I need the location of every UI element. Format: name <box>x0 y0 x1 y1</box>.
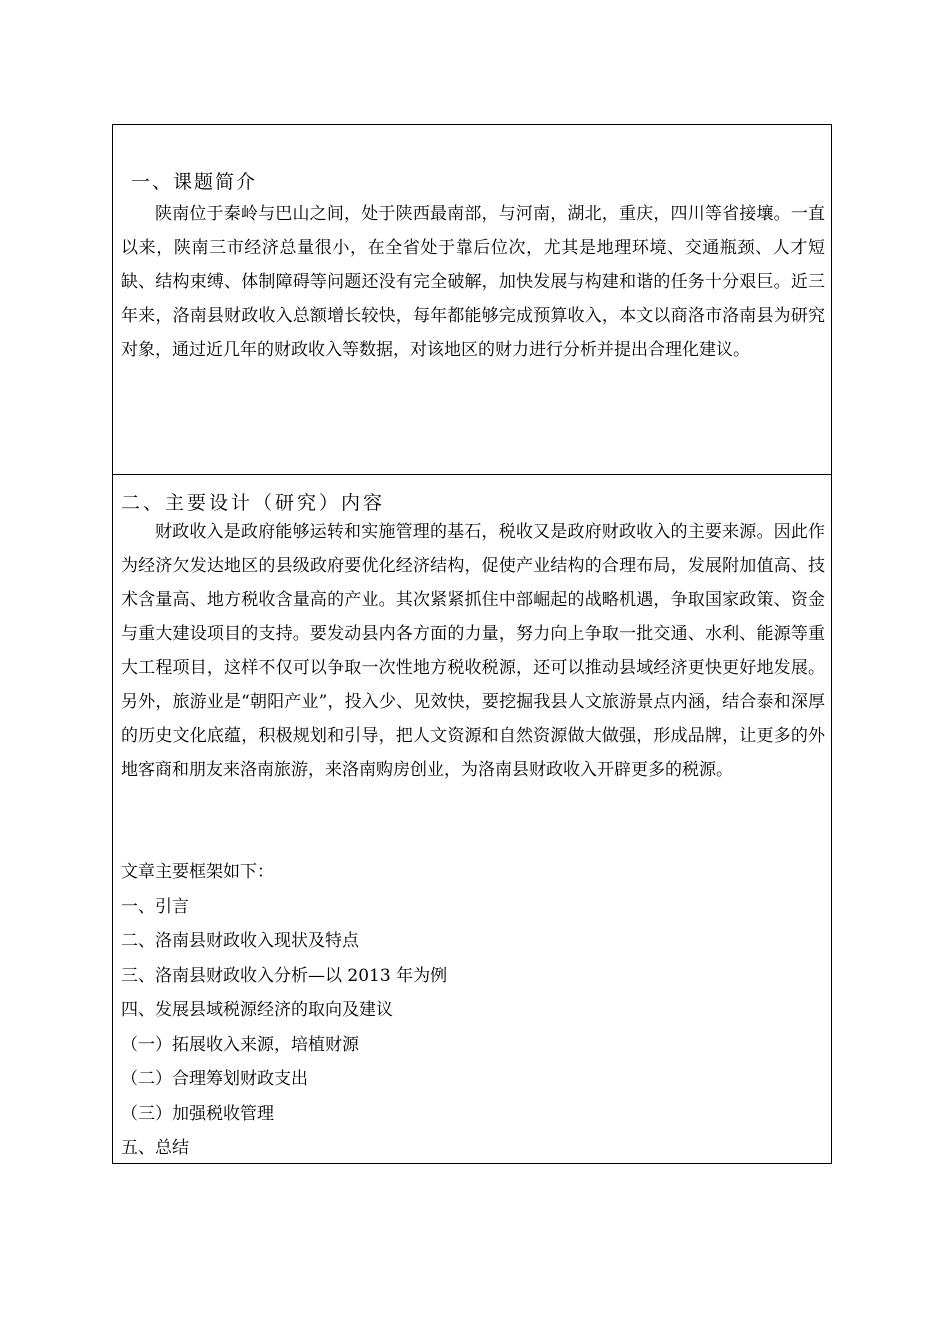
outline-item: 文章主要框架如下： <box>121 862 274 882</box>
topic-intro-paragraph: 陕南位于秦岭与巴山之间，处于陕西最南部，与河南，湖北，重庆，四川等省接壤。一直以来，陕南三市经济总量很小，在全省处于靠后位次，尤其是地理环境、交通瓶颈、人才短缺、结构束缚、体制障碍等问题还没有完全破解，加快发展与构建和谐的任务十分艰巨。近三年来，洛南县财政收入总额增长较快，每年都能够完成预算收入，本文以商洛市洛南县为研究对象，通过近几年的财政收入等数据，对该地区的财力进行分析并提出合理化建议。 <box>121 204 825 360</box>
form-table <box>112 124 832 1164</box>
outline-item: 二、洛南县财政收入现状及特点 <box>121 931 359 951</box>
section-topic-intro <box>113 125 831 475</box>
section-heading-topic-intro: 一、课题简介 <box>131 171 258 193</box>
outline-item: 三、洛南县财政收入分析—以 2013 年为例 <box>121 965 448 986</box>
outline-item: （三）加强税收管理 <box>121 1103 274 1124</box>
section-heading-main-content: 二、主要设计（研究）内容 <box>121 492 386 514</box>
outline-list <box>121 855 825 1166</box>
outline-item: （二）合理筹划财政支出 <box>121 1069 308 1089</box>
section-main-content <box>113 475 831 1163</box>
outline-item: （一）拓展收入来源，培植财源 <box>121 1034 359 1055</box>
outline-item: 一、引言 <box>121 896 189 917</box>
main-content-paragraph: 财政收入是政府能够运转和实施管理的基石，税收又是政府财政收入的主要来源。因此作为经济欠发达地区的县级政府要优化经济结构，促使产业结构的合理布局，发展附加值高、技术含量高、地方税收含量高的产业。其次紧紧抓住中部崛起的战略机遇，争取国家政策、资金与重大建设项目的支持。要发动县内各方面的力量，努力向上争取一批交通、水利、能源等重大工程项目，这样不仅可以争取一次性地方税收税源，还可以推动县域经济更快更好地发展。另外，旅游业是“朝阳产业”，投入少、见效快，要挖掘我县人文旅游景点内涵，结合泰和深厚的历史文化底蕴，积极规划和引导，把人文资源和自然资源做大做强，形成品牌，让更多的外地客商和朋友来洛南旅游，来洛南购房创业，为洛南县财政收入开辟更多的税源。 <box>121 522 825 780</box>
outline-item: 四、发展县域税源经济的取向及建议 <box>121 1000 393 1020</box>
outline-item: 五、总结 <box>121 1138 189 1158</box>
